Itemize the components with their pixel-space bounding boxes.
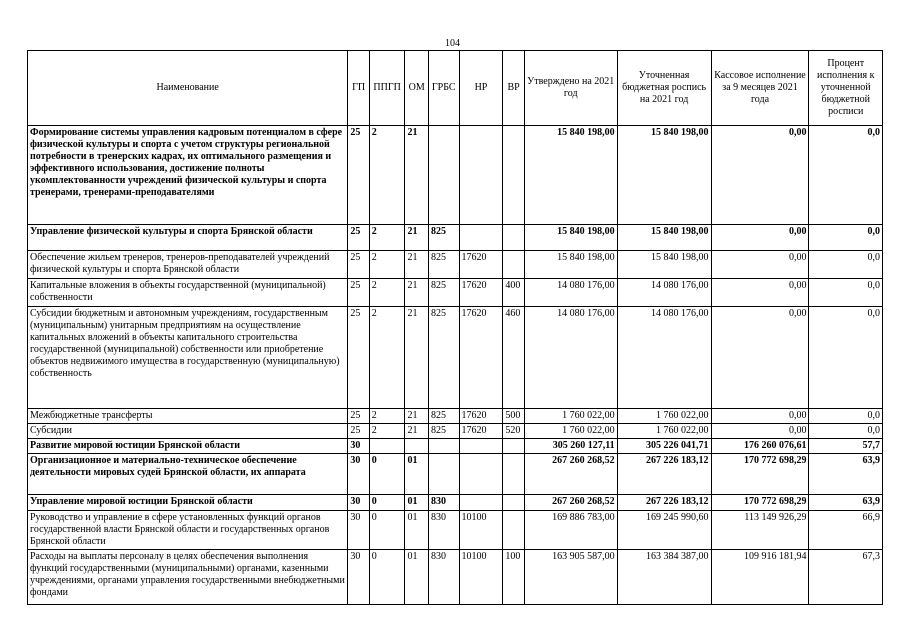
row-name: Управление физической культуры и спорта Брянской области — [28, 225, 348, 251]
approved-amount: 14 080 176,00 — [524, 279, 617, 307]
gp-code: 25 — [348, 225, 369, 251]
vr-code — [503, 225, 524, 251]
approved-amount: 1 760 022,00 — [524, 409, 617, 424]
ppgp-code: 0 — [369, 495, 405, 511]
vr-code: 400 — [503, 279, 524, 307]
ppgp-code: 2 — [369, 424, 405, 439]
vr-code — [503, 439, 524, 454]
page-number: 104 — [445, 38, 460, 49]
row-name: Управление мировой юстиции Брянской области — [28, 495, 348, 511]
row-name: Субсидии бюджетным и автономным учреждениям, государственным (муниципальным) унитарным предприятиям на осуществление капитальных вложений в объекты капитального строительства государственной (муниципальной) собственности или приобретение объектов недвижимого имущества в государственную (муниципальную) собственность — [28, 307, 348, 409]
cash-execution: 109 916 181,94 — [711, 550, 809, 605]
vr-code: 500 — [503, 409, 524, 424]
om-code: 21 — [405, 409, 428, 424]
table-row — [28, 307, 883, 409]
execution-percent: 0,0 — [809, 307, 883, 409]
cash-execution: 0,00 — [711, 225, 809, 251]
gp-code: 30 — [348, 550, 369, 605]
table-row — [28, 424, 883, 439]
nr-code: 17620 — [459, 409, 503, 424]
ppgp-code: 2 — [369, 225, 405, 251]
budget-execution-table — [27, 50, 883, 605]
vr-code: 520 — [503, 424, 524, 439]
approved-amount: 169 886 783,00 — [524, 511, 617, 550]
vr-code — [503, 251, 524, 279]
vr-code: 100 — [503, 550, 524, 605]
approved-amount: 1 760 022,00 — [524, 424, 617, 439]
om-code: 21 — [405, 279, 428, 307]
column-header: Кассовое исполнение за 9 месяцев 2021 года — [711, 51, 809, 126]
ppgp-code: 2 — [369, 307, 405, 409]
nr-code: 17620 — [459, 251, 503, 279]
row-name: Межбюджетные трансферты — [28, 409, 348, 424]
grbs-code: 825 — [428, 409, 459, 424]
refined-amount: 14 080 176,00 — [617, 279, 711, 307]
om-code — [405, 439, 428, 454]
refined-amount: 163 384 387,00 — [617, 550, 711, 605]
execution-percent: 0,0 — [809, 251, 883, 279]
column-header: Наименование — [28, 51, 348, 126]
grbs-code: 830 — [428, 550, 459, 605]
om-code: 21 — [405, 251, 428, 279]
cash-execution: 0,00 — [711, 409, 809, 424]
grbs-code: 825 — [428, 424, 459, 439]
grbs-code: 830 — [428, 511, 459, 550]
row-name: Обеспечение жильем тренеров, тренеров-преподавателей учреждений физической культуры и спорта Брянской области — [28, 251, 348, 279]
cash-execution: 0,00 — [711, 251, 809, 279]
gp-code: 25 — [348, 251, 369, 279]
vr-code: 460 — [503, 307, 524, 409]
ppgp-code: 2 — [369, 279, 405, 307]
row-name: Формирование системы управления кадровым потенциалом в сфере физической культуры и спорта с учетом структуры региональной потребности в тренерских кадрах, их оптимального размещения и эффективного использования, достижение полноты укомплектованности учреждений физической культуры и спорта тренерами, тренерами-преподавателями — [28, 126, 348, 225]
approved-amount: 267 260 268,52 — [524, 454, 617, 495]
execution-percent: 0,0 — [809, 424, 883, 439]
approved-amount: 15 840 198,00 — [524, 225, 617, 251]
ppgp-code: 0 — [369, 511, 405, 550]
ppgp-code — [369, 439, 405, 454]
nr-code: 10100 — [459, 550, 503, 605]
vr-code — [503, 511, 524, 550]
column-header: НР — [459, 51, 503, 126]
gp-code: 30 — [348, 454, 369, 495]
refined-amount: 267 226 183,12 — [617, 454, 711, 495]
column-header: ППГП — [369, 51, 405, 126]
table-row — [28, 409, 883, 424]
ppgp-code: 0 — [369, 550, 405, 605]
table-body — [28, 126, 883, 605]
execution-percent: 0,0 — [809, 225, 883, 251]
nr-code — [459, 495, 503, 511]
nr-code — [459, 126, 503, 225]
gp-code: 25 — [348, 279, 369, 307]
execution-percent: 66,9 — [809, 511, 883, 550]
gp-code: 30 — [348, 511, 369, 550]
row-name: Капитальные вложения в объекты государственной (муниципальной) собственности — [28, 279, 348, 307]
refined-amount: 15 840 198,00 — [617, 225, 711, 251]
table-row — [28, 495, 883, 511]
vr-code — [503, 126, 524, 225]
refined-amount: 1 760 022,00 — [617, 424, 711, 439]
om-code: 01 — [405, 495, 428, 511]
column-header: Утверждено на 2021 год — [524, 51, 617, 126]
table-row — [28, 550, 883, 605]
table-row — [28, 439, 883, 454]
table-header — [28, 51, 883, 126]
execution-percent: 0,0 — [809, 279, 883, 307]
execution-percent: 0,0 — [809, 409, 883, 424]
cash-execution: 0,00 — [711, 279, 809, 307]
nr-code: 10100 — [459, 511, 503, 550]
row-name: Руководство и управление в сфере установленных функций органов государственной власти Брянской области и государственных органов Брянской области — [28, 511, 348, 550]
table-row — [28, 225, 883, 251]
refined-amount: 169 245 990,60 — [617, 511, 711, 550]
refined-amount: 1 760 022,00 — [617, 409, 711, 424]
cash-execution: 0,00 — [711, 424, 809, 439]
grbs-code: 825 — [428, 251, 459, 279]
row-name: Развитие мировой юстиции Брянской области — [28, 439, 348, 454]
nr-code: 17620 — [459, 279, 503, 307]
execution-percent: 67,3 — [809, 550, 883, 605]
ppgp-code: 2 — [369, 251, 405, 279]
cash-execution: 0,00 — [711, 126, 809, 225]
gp-code: 25 — [348, 424, 369, 439]
grbs-code — [428, 439, 459, 454]
refined-amount: 305 226 041,71 — [617, 439, 711, 454]
approved-amount: 15 840 198,00 — [524, 251, 617, 279]
ppgp-code: 0 — [369, 454, 405, 495]
table-row — [28, 126, 883, 225]
execution-percent: 0,0 — [809, 126, 883, 225]
gp-code: 30 — [348, 439, 369, 454]
execution-percent: 57,7 — [809, 439, 883, 454]
approved-amount: 15 840 198,00 — [524, 126, 617, 225]
column-header: Уточненная бюджетная роспись на 2021 год — [617, 51, 711, 126]
grbs-code: 825 — [428, 225, 459, 251]
row-name: Расходы на выплаты персоналу в целях обеспечения выполнения функций государственными (муниципальными) органами, казенными учреждениями, органами управления государственными внебюджетными фондами — [28, 550, 348, 605]
cash-execution: 113 149 926,29 — [711, 511, 809, 550]
table-row — [28, 251, 883, 279]
cash-execution: 170 772 698,29 — [711, 495, 809, 511]
nr-code — [459, 225, 503, 251]
grbs-code: 825 — [428, 279, 459, 307]
refined-amount: 267 226 183,12 — [617, 495, 711, 511]
approved-amount: 267 260 268,52 — [524, 495, 617, 511]
om-code: 01 — [405, 511, 428, 550]
refined-amount: 14 080 176,00 — [617, 307, 711, 409]
gp-code: 25 — [348, 409, 369, 424]
om-code: 01 — [405, 454, 428, 495]
cash-execution: 176 260 076,61 — [711, 439, 809, 454]
gp-code: 30 — [348, 495, 369, 511]
grbs-code — [428, 454, 459, 495]
om-code: 21 — [405, 225, 428, 251]
om-code: 21 — [405, 307, 428, 409]
table-row — [28, 279, 883, 307]
vr-code — [503, 495, 524, 511]
nr-code — [459, 439, 503, 454]
column-header: ВР — [503, 51, 524, 126]
column-header: ОМ — [405, 51, 428, 126]
approved-amount: 163 905 587,00 — [524, 550, 617, 605]
grbs-code — [428, 126, 459, 225]
column-header: Процент исполнения к уточненной бюджетной росписи — [809, 51, 883, 126]
vr-code — [503, 454, 524, 495]
column-header: ГП — [348, 51, 369, 126]
cash-execution: 170 772 698,29 — [711, 454, 809, 495]
row-name: Организационное и материально-техническое обеспечение деятельности мировых судей Брянской области, их аппарата — [28, 454, 348, 495]
execution-percent: 63,9 — [809, 454, 883, 495]
execution-percent: 63,9 — [809, 495, 883, 511]
ppgp-code: 2 — [369, 126, 405, 225]
gp-code: 25 — [348, 307, 369, 409]
table-row — [28, 454, 883, 495]
refined-amount: 15 840 198,00 — [617, 251, 711, 279]
om-code: 21 — [405, 126, 428, 225]
cash-execution: 0,00 — [711, 307, 809, 409]
approved-amount: 305 260 127,11 — [524, 439, 617, 454]
nr-code — [459, 454, 503, 495]
row-name: Субсидии — [28, 424, 348, 439]
nr-code: 17620 — [459, 424, 503, 439]
approved-amount: 14 080 176,00 — [524, 307, 617, 409]
column-header: ГРБС — [428, 51, 459, 126]
om-code: 21 — [405, 424, 428, 439]
nr-code: 17620 — [459, 307, 503, 409]
table-row — [28, 511, 883, 550]
refined-amount: 15 840 198,00 — [617, 126, 711, 225]
grbs-code: 825 — [428, 307, 459, 409]
grbs-code: 830 — [428, 495, 459, 511]
ppgp-code: 2 — [369, 409, 405, 424]
gp-code: 25 — [348, 126, 369, 225]
om-code: 01 — [405, 550, 428, 605]
